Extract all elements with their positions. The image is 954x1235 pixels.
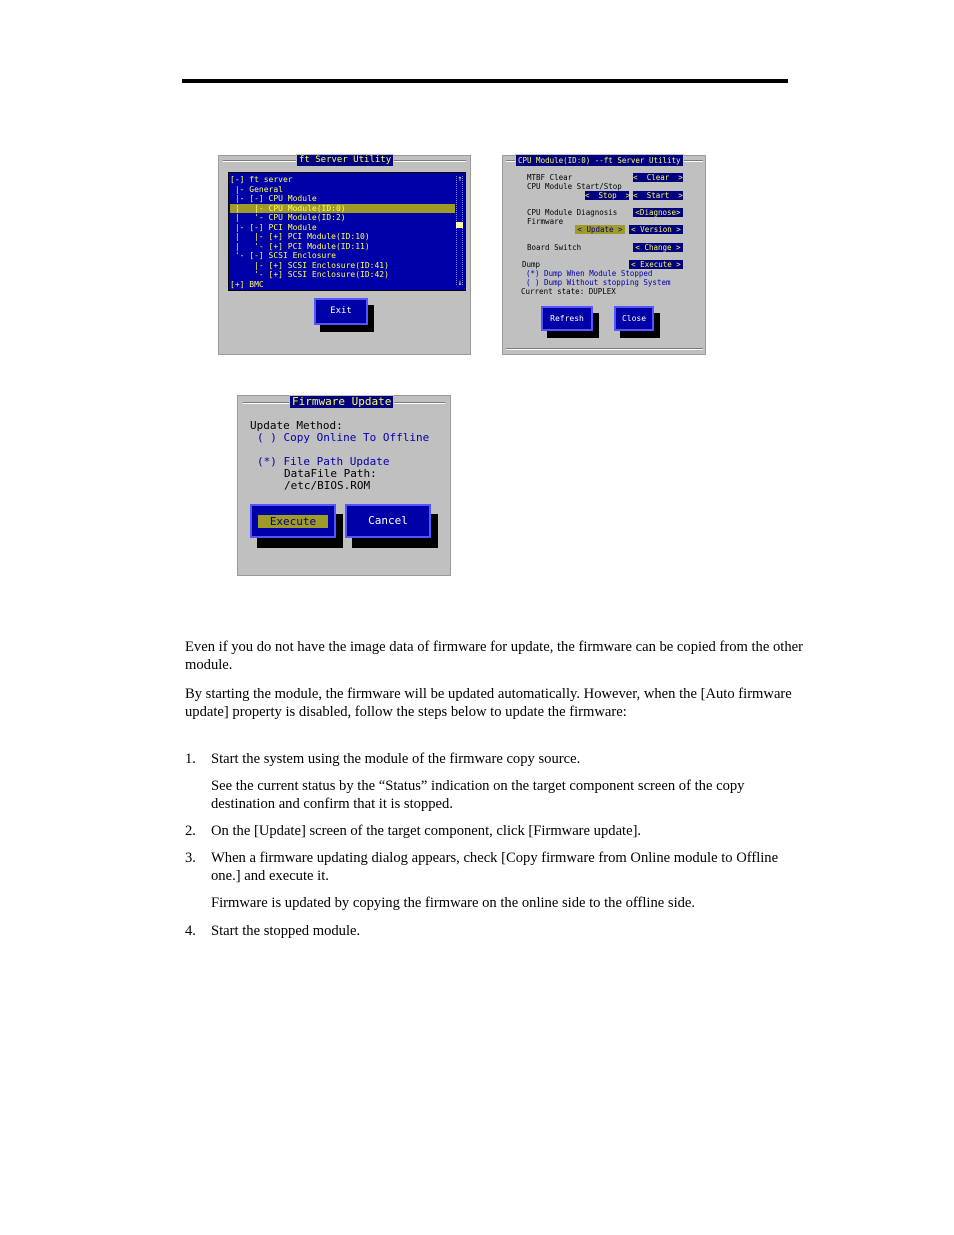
file-path-option[interactable]: (*) File Path Update (257, 455, 390, 468)
start-button[interactable]: < Start > (633, 191, 683, 200)
board-switch-label: Board Switch (527, 243, 582, 252)
cancel-label: Cancel (345, 504, 431, 538)
close-label: Close (614, 306, 654, 331)
current-state: Current state: DUPLEX (521, 287, 616, 296)
tree-item[interactable]: [+] BMC (230, 280, 264, 290)
step-text: When a firmware updating dialog appears, check [Copy firmware from Online module to Offline one.] and execute it. (211, 850, 779, 884)
execute-dump-button[interactable]: < Execute > (629, 260, 683, 269)
tree-item[interactable]: | |- [+] PCI Module(ID:10) (230, 232, 370, 242)
tree-item[interactable]: | |- CPU Module(ID:0) (230, 204, 455, 214)
firmware-label: Firmware (527, 217, 564, 226)
step-note: Firmware is updated by copying the firmware on the online side to the offline side. (211, 895, 696, 911)
exit-label: Exit (314, 298, 368, 325)
scrollbar[interactable] (456, 176, 463, 285)
tree-item[interactable]: '- [-] SCSI Enclosure (230, 251, 336, 261)
paragraph-auto-update: By starting the module, the firmware will be updated automatically. However, when the [Auto firmware update] property is disabled, follow the steps below to update the firmware: (185, 686, 792, 720)
step-number: 2. (185, 823, 196, 839)
dump-label: Dump (522, 260, 541, 269)
version-button[interactable]: < Version > (629, 225, 683, 234)
tree-item[interactable]: |- [-] CPU Module (230, 194, 317, 204)
cpu-module-screen (502, 155, 706, 355)
paragraph-copy-from-other: Even if you do not have the image data of firmware for update, the firmware can be copied from the other module. (185, 639, 803, 673)
tree-item[interactable]: |- [-] PCI Module (230, 222, 317, 232)
change-button[interactable]: < Change > (633, 243, 683, 252)
scroll-down-icon[interactable]: ↓ (457, 278, 463, 287)
startstop-label: CPU Module Start/Stop (527, 182, 622, 191)
step-number: 4. (185, 923, 196, 939)
update-button[interactable]: < Update > (575, 225, 625, 234)
copy-online-option[interactable]: ( ) Copy Online To Offline (257, 431, 430, 444)
scroll-up-icon[interactable]: ↑ (457, 174, 463, 183)
dialog-title: Firmware Update (292, 395, 392, 408)
clear-button[interactable]: < Clear > (633, 173, 683, 182)
window-title: CPU Module(ID:0) --ft Server Utility (518, 156, 681, 165)
dump-option-running[interactable]: ( ) Dump Without stopping System (526, 278, 671, 287)
tree-item[interactable]: | '- CPU Module(ID:2) (230, 213, 346, 223)
tree-panel[interactable] (228, 172, 466, 291)
execute-label: Execute (258, 515, 328, 528)
scroll-thumb[interactable] (456, 222, 463, 228)
diagnose-button[interactable]: <Diagnose> (633, 208, 683, 217)
header-rule (182, 79, 788, 83)
stop-button[interactable]: < Stop > (585, 191, 631, 200)
step-number: 1. (185, 751, 196, 767)
bottom-line (506, 348, 703, 350)
step-note: See the current status by the “Status” indication on the target component screen of the copy destination and confirm that it is stopped. (211, 778, 745, 812)
diagnosis-label: CPU Module Diagnosis (527, 208, 618, 217)
step-number: 3. (185, 850, 196, 866)
tree-item[interactable]: '- [+] SCSI Enclosure(ID:42) (230, 270, 389, 280)
datafile-label: DataFile Path: (284, 467, 377, 480)
tree-item[interactable]: |- [+] SCSI Enclosure(ID:41) (230, 260, 389, 270)
window-title: ft Server Utility (299, 155, 392, 165)
firmware-update-dialog (237, 395, 451, 576)
tree-item[interactable]: [-] ft server (230, 175, 293, 184)
component-tree[interactable] (230, 175, 455, 290)
ft-server-utility-screen (218, 155, 471, 355)
step-text: Start the stopped module. (211, 923, 361, 939)
datafile-path[interactable]: /etc/BIOS.ROM (284, 479, 371, 492)
mtbf-label: MTBF Clear (527, 173, 573, 182)
refresh-label: Refresh (541, 306, 593, 331)
tree-item[interactable]: | '- [+] PCI Module(ID:11) (230, 241, 370, 251)
step-text: Start the system using the module of the firmware copy source. (211, 751, 581, 767)
tree-item[interactable]: |- General (230, 184, 283, 194)
step-text: On the [Update] screen of the target component, click [Firmware update]. (211, 823, 642, 839)
update-method-label: Update Method: (250, 419, 343, 432)
dump-option-stopped[interactable]: (*) Dump When Module Stopped (526, 269, 653, 278)
